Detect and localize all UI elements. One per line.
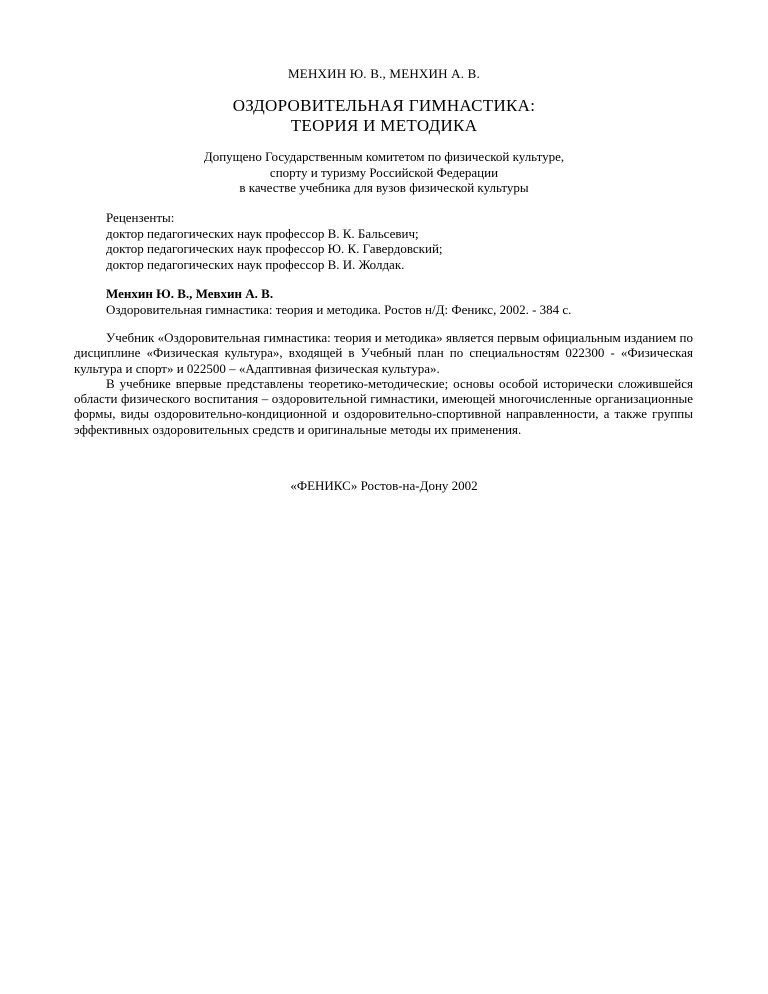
abstract-paragraph: В учебнике впервые представлены теоретико-методические; основы особой исторически сложившейся области физического воспитания – оздоровительной гимнастики, имеющей многочисленные организационные формы, виды оздоровительно-кондиционной и оздоровительно-спортивной направленности, а также группы эффективных оздоровительных средств и оригинальные методы их применения. bbox=[74, 375, 693, 437]
book-title bbox=[0, 96, 768, 136]
approval-line-1: Допущено Государственным комитетом по физической культуре, bbox=[203, 149, 565, 164]
bibliographic-record bbox=[106, 286, 706, 317]
reviewer-item: доктор педагогических наук профессор В. К. Бальсевич; bbox=[106, 225, 419, 241]
reviewers-heading: Рецензенты: bbox=[106, 210, 175, 225]
approval-line-2: спорту и туризму Российской Федерации bbox=[269, 164, 499, 180]
authors-header: МЕНХИН Ю. В., МЕНХИН А. В. bbox=[288, 66, 480, 81]
reviewers-block bbox=[106, 210, 706, 272]
approval-statement bbox=[0, 149, 768, 196]
publisher-line: «ФЕНИКС» Ростов-на-Дону 2002 bbox=[290, 478, 478, 493]
abstract bbox=[74, 330, 693, 437]
reviewer-item: доктор педагогических наук профессор В. И. Жолдак. bbox=[106, 256, 405, 272]
abstract-paragraph: Учебник «Оздоровительная гимнастика: теория и методика» является первым официальным изданием по дисциплине «Физическая культура», входящей в Учебный план по специальностям 022300 - «Физическая культура и спорт» и 022500 – «Адаптивная физическая культура». bbox=[74, 330, 693, 376]
book-title-line-2: ТЕОРИЯ И МЕТОДИКА bbox=[290, 116, 478, 135]
biblio-authors: Менхин Ю. В., Мевхин А. В. bbox=[106, 286, 274, 301]
reviewer-item: доктор педагогических наук профессор Ю. К. Гавердовский; bbox=[106, 241, 443, 256]
book-title-line-1: ОЗДОРОВИТЕЛЬНАЯ ГИМНАСТИКА: bbox=[232, 96, 536, 115]
biblio-reference: Оздоровительная гимнастика: теория и методика. Ростов н/Д: Феникс, 2002. - 384 с. bbox=[106, 301, 572, 317]
approval-line-3: в качестве учебника для вузов физической культуры bbox=[239, 180, 529, 195]
